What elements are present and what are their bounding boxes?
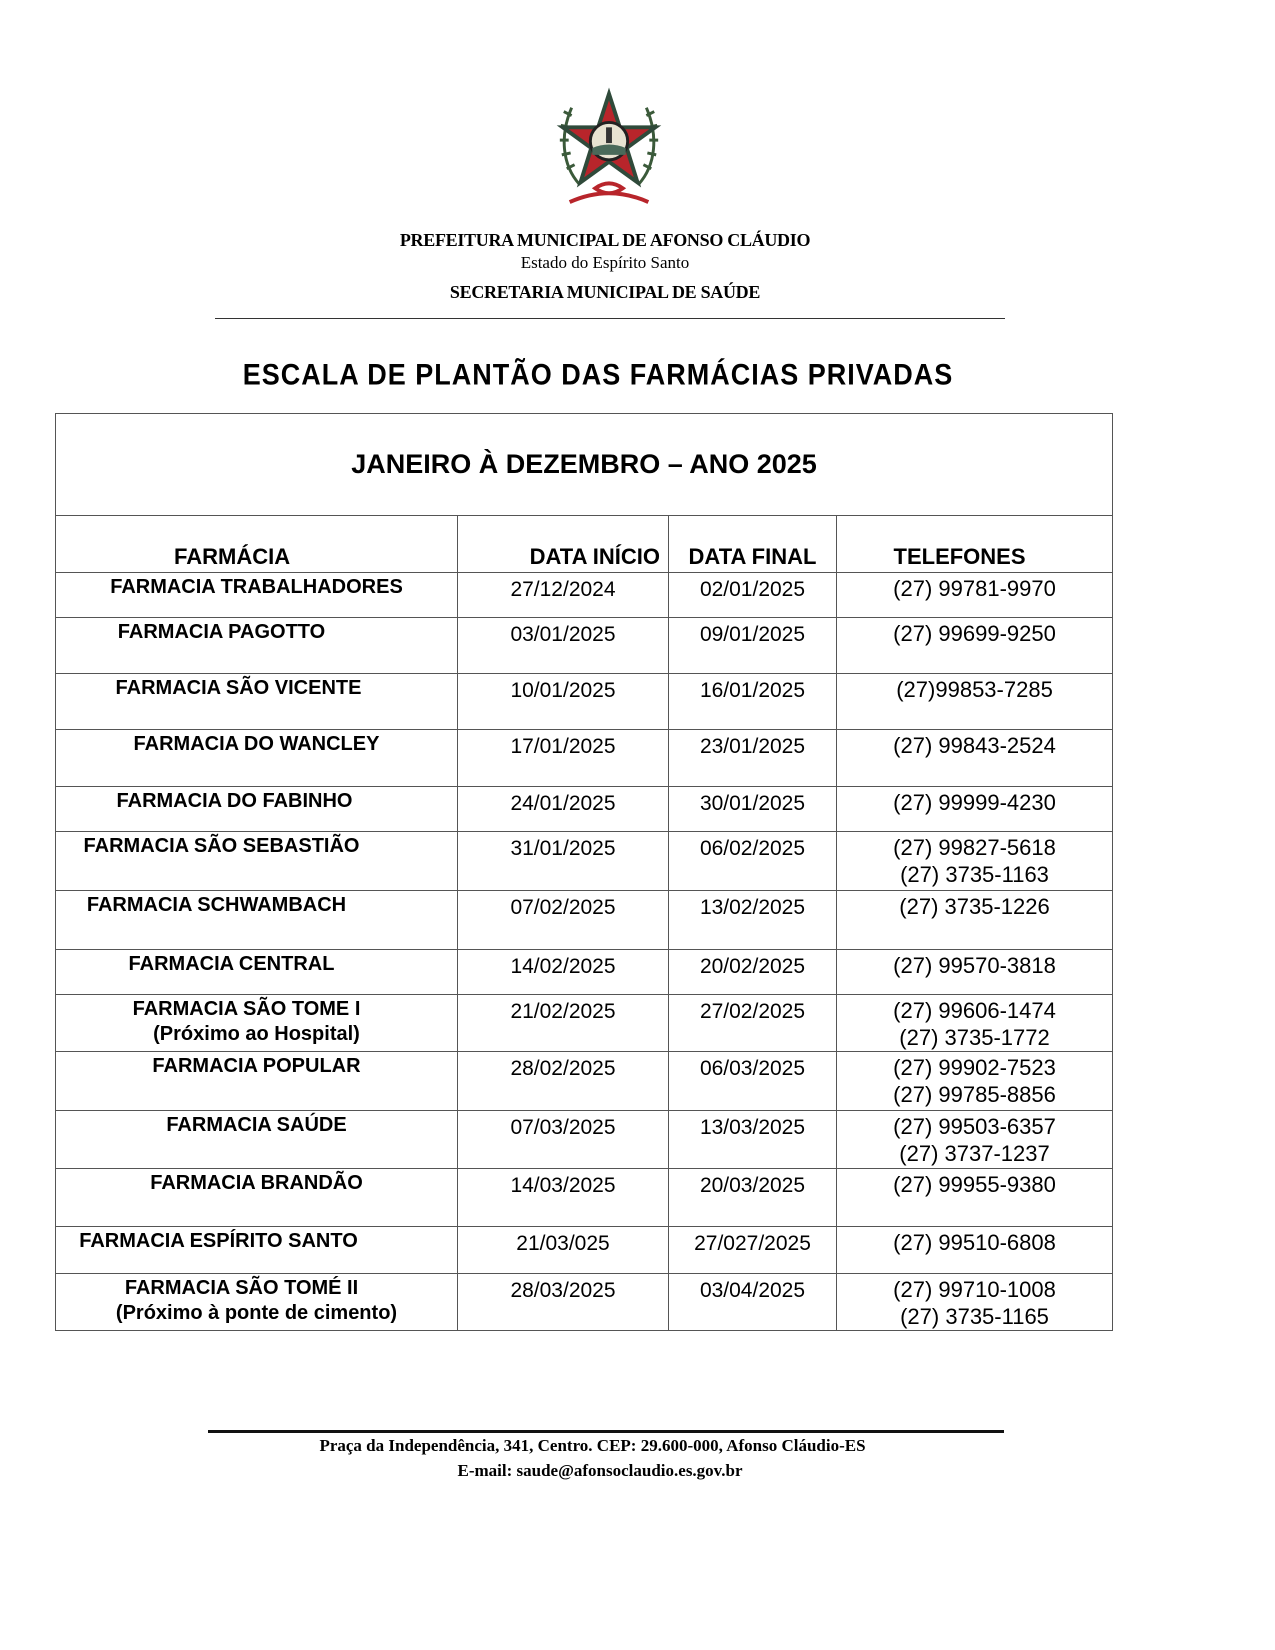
pharmacy-name-cell — [56, 618, 458, 674]
schedule-row — [56, 832, 1113, 891]
state-name: Estado do Espírito Santo — [520, 253, 690, 272]
header-divider — [215, 318, 1005, 319]
ribbon-bow — [570, 183, 649, 202]
phone-number[interactable]: (27) 99999-4230 — [893, 790, 1056, 815]
phones-cell — [837, 674, 1113, 730]
start-date: 14/03/2025 — [458, 1169, 669, 1227]
pharmacy-name-cell — [56, 674, 458, 730]
pharmacy-name: FARMACIA DO FABINHO — [116, 790, 353, 812]
pharmacy-name: FARMACIA CENTRAL — [128, 953, 335, 975]
pharmacy-name: FARMACIA POPULAR — [152, 1055, 361, 1077]
phone-number[interactable]: (27) 99785-8856 — [893, 1082, 1056, 1107]
schedule-row — [56, 950, 1113, 995]
phones-cell — [837, 891, 1113, 950]
pharmacy-name: FARMACIA SÃO VICENTE — [115, 677, 362, 699]
pharmacy-name: FARMACIA SÃO SEBASTIÃO — [83, 835, 360, 857]
phone-number[interactable]: (27) 99699-9250 — [893, 621, 1056, 646]
phone-number[interactable]: (27) 99827-5618 — [893, 835, 1056, 860]
document-title: ESCALA DE PLANTÃO DAS FARMÁCIAS PRIVADAS — [242, 358, 954, 392]
column-header-start-date: DATA INÍCIO — [458, 516, 669, 573]
pharmacy-name: FARMACIA TRABALHADORES — [110, 576, 403, 598]
start-date: 28/02/2025 — [458, 1052, 669, 1111]
phones-cell — [837, 1274, 1113, 1331]
end-date: 13/03/2025 — [669, 1111, 837, 1169]
pharmacy-location-note: (Próximo à ponte de cimento) — [115, 1302, 398, 1324]
phone-number[interactable]: (27) 3735-1165 — [900, 1304, 1049, 1329]
phones-cell — [837, 1111, 1113, 1169]
end-date: 03/04/2025 — [669, 1274, 837, 1331]
start-date: 14/02/2025 — [458, 950, 669, 995]
department-name: SECRETARIA MUNICIPAL DE SAÚDE — [449, 282, 761, 302]
start-date: 21/02/2025 — [458, 995, 669, 1052]
phone-number[interactable]: (27) 3735-1226 — [899, 894, 1050, 919]
schedule-row — [56, 674, 1113, 730]
end-date: 27/02/2025 — [669, 995, 837, 1052]
pharmacy-name-cell — [56, 891, 458, 950]
pharmacy-name-cell — [56, 1169, 458, 1227]
phones-cell — [837, 730, 1113, 787]
phone-number[interactable]: (27) 99781-9970 — [893, 576, 1056, 601]
schedule-row — [56, 891, 1113, 950]
pharmacy-name: FARMACIA SÃO TOME I — [132, 998, 361, 1020]
phone-number[interactable]: (27) 99510-6808 — [893, 1230, 1056, 1255]
end-date: 23/01/2025 — [669, 730, 837, 787]
start-date: 17/01/2025 — [458, 730, 669, 787]
end-date: 06/03/2025 — [669, 1052, 837, 1111]
end-date: 16/01/2025 — [669, 674, 837, 730]
footer-email: E-mail: saude@afonsoclaudio.es.gov.br — [457, 1461, 743, 1480]
pharmacy-name-cell — [56, 950, 458, 995]
phone-number[interactable]: (27) 99843-2524 — [893, 733, 1056, 758]
schedule-row — [56, 1111, 1113, 1169]
pharmacy-name: FARMACIA BRANDÃO — [150, 1172, 363, 1194]
start-date: 27/12/2024 — [458, 573, 669, 618]
phone-number[interactable]: (27) 99902-7523 — [893, 1055, 1056, 1080]
end-date: 02/01/2025 — [669, 573, 837, 618]
column-header-pharmacy: FARMÁCIA — [56, 516, 458, 573]
pharmacy-name: FARMACIA PAGOTTO — [117, 621, 326, 643]
laurel-left — [560, 108, 580, 185]
start-date: 03/01/2025 — [458, 618, 669, 674]
footer-address: Praça da Independência, 341, Centro. CEP: 29.600-000, Afonso Cláudio-ES — [319, 1436, 866, 1455]
laurel-right — [639, 108, 659, 185]
end-date: 30/01/2025 — [669, 787, 837, 832]
pharmacy-location-note: (Próximo ao Hospital) — [153, 1023, 360, 1045]
pharmacy-name-cell — [56, 832, 458, 891]
phones-cell — [837, 1052, 1113, 1111]
pharmacy-name-cell — [56, 787, 458, 832]
footer-divider — [208, 1430, 1004, 1433]
phone-number[interactable]: (27) 99955-9380 — [893, 1172, 1056, 1197]
phone-number[interactable]: (27)99853-7285 — [896, 677, 1053, 702]
phone-number[interactable]: (27) 3735-1163 — [900, 862, 1049, 887]
phones-cell — [837, 618, 1113, 674]
pharmacy-name: FARMACIA ESPÍRITO SANTO — [79, 1230, 358, 1252]
pharmacy-name: FARMACIA SÃO TOMÉ II — [124, 1277, 359, 1299]
schedule-row — [56, 573, 1113, 618]
phones-cell — [837, 1227, 1113, 1274]
schedule-rows — [56, 573, 1113, 1331]
start-date: 21/03/025 — [458, 1227, 669, 1274]
phones-cell — [837, 832, 1113, 891]
schedule-row — [56, 730, 1113, 787]
schedule-row — [56, 1274, 1113, 1331]
period-row — [56, 414, 1113, 516]
start-date: 07/02/2025 — [458, 891, 669, 950]
phones-cell — [837, 950, 1113, 995]
phone-number[interactable]: (27) 99570-3818 — [893, 953, 1056, 978]
pharmacy-name: FARMACIA DO WANCLEY — [133, 733, 380, 755]
pharmacy-name-cell — [56, 730, 458, 787]
start-date: 28/03/2025 — [458, 1274, 669, 1331]
column-header-row — [56, 516, 1113, 573]
schedule-row — [56, 1052, 1113, 1111]
start-date: 10/01/2025 — [458, 674, 669, 730]
phones-cell — [837, 787, 1113, 832]
schedule-row — [56, 1169, 1113, 1227]
phone-number[interactable]: (27) 3737-1237 — [899, 1141, 1050, 1166]
phone-number[interactable]: (27) 3735-1772 — [899, 1025, 1050, 1050]
organization-name: PREFEITURA MUNICIPAL DE AFONSO CLÁUDIO — [399, 230, 811, 250]
end-date: 27/027/2025 — [669, 1227, 837, 1274]
column-header-end-date: DATA FINAL — [669, 516, 837, 573]
schedule-row — [56, 787, 1113, 832]
phones-cell — [837, 1169, 1113, 1227]
pharmacy-schedule-table — [55, 413, 1113, 1331]
pharmacy-name-cell — [56, 1274, 458, 1331]
pharmacy-name-cell — [56, 573, 458, 618]
schedule-row — [56, 995, 1113, 1052]
pharmacy-name-cell — [56, 995, 458, 1052]
column-header-phones: TELEFONES — [837, 516, 1113, 573]
schedule-period: JANEIRO À DEZEMBRO – ANO 2025 — [56, 414, 1113, 516]
start-date: 31/01/2025 — [458, 832, 669, 891]
pharmacy-name: FARMACIA SCHWAMBACH — [86, 894, 347, 916]
end-date: 06/02/2025 — [669, 832, 837, 891]
start-date: 07/03/2025 — [458, 1111, 669, 1169]
pharmacy-name-cell — [56, 1111, 458, 1169]
phone-number[interactable]: (27) 99710-1008 — [893, 1277, 1056, 1302]
end-date: 09/01/2025 — [669, 618, 837, 674]
start-date: 24/01/2025 — [458, 787, 669, 832]
schedule-row — [56, 618, 1113, 674]
state-coat-of-arms-icon — [550, 85, 668, 210]
phone-number[interactable]: (27) 99606-1474 — [893, 998, 1056, 1023]
end-date: 13/02/2025 — [669, 891, 837, 950]
phones-cell — [837, 573, 1113, 618]
end-date: 20/03/2025 — [669, 1169, 837, 1227]
pharmacy-name: FARMACIA SAÚDE — [166, 1114, 347, 1136]
end-date: 20/02/2025 — [669, 950, 837, 995]
phones-cell — [837, 995, 1113, 1052]
pharmacy-name-cell — [56, 1052, 458, 1111]
schedule-row — [56, 1227, 1113, 1274]
pharmacy-name-cell — [56, 1227, 458, 1274]
phone-number[interactable]: (27) 99503-6357 — [893, 1114, 1056, 1139]
